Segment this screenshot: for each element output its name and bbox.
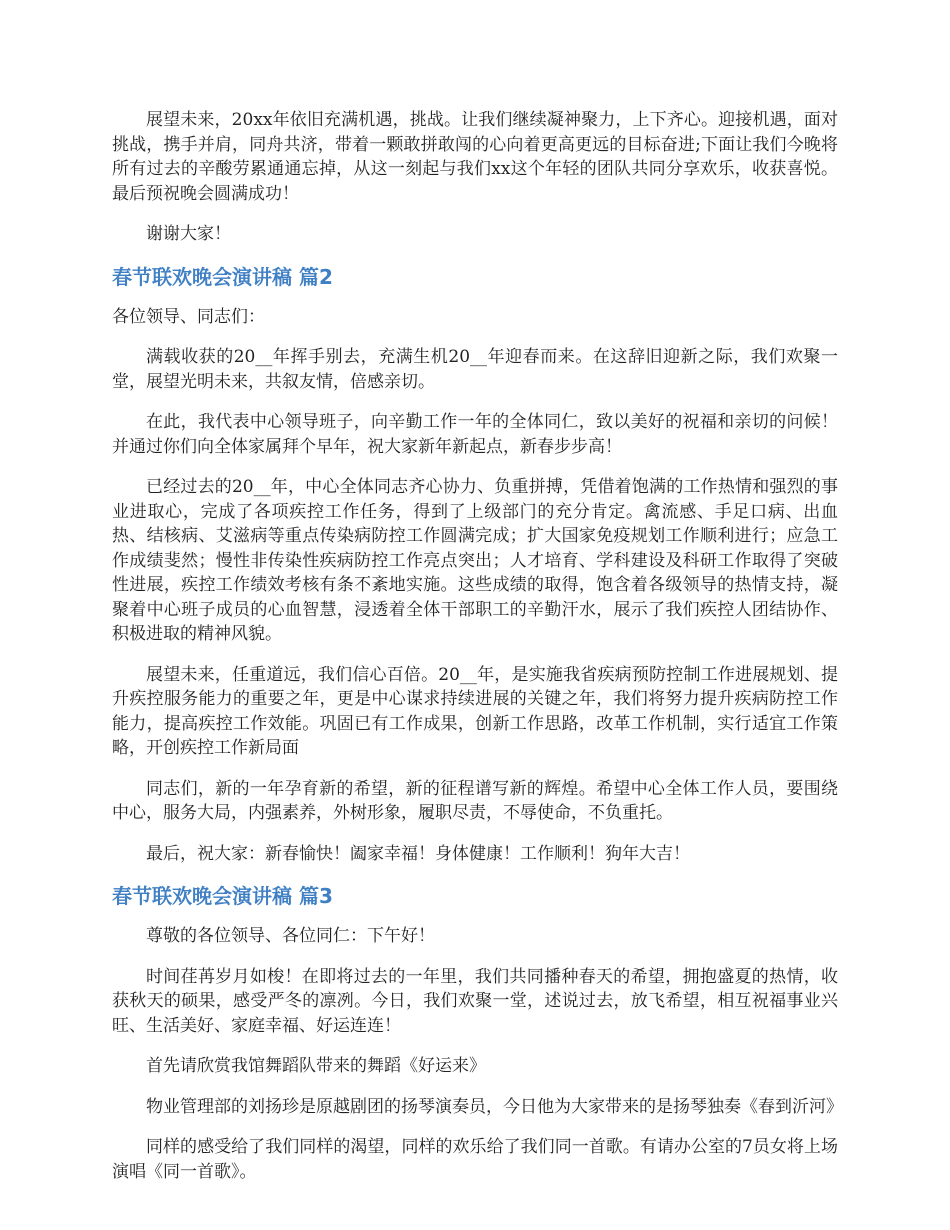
paragraph: 同样的感受给了我们同样的渴望，同样的欢乐给了我们同一首歌。有请办公室的7员女将上场演唱《同一首歌》。 — [112, 1137, 838, 1182]
paragraph: 在此，我代表中心领导班子，向辛勤工作一年的全体同仁，致以美好的祝福和亲切的问候！并通过你们向全体家属拜个早年，祝大家新年新起点，新春步步高！ — [112, 412, 838, 457]
paragraph: 展望未来，任重道远，我们信心百倍。20__年，是实施我省疾病预防控制工作进展规划、提升疾控服务能力的重要之年，更是中心谋求持续进展的关键之年，我们将努力提升疾病防控工作能力，提高疾控工作效能。巩固已有工作成果，创新工作思路，改革工作机制，实行适宜工作策略，开创疾控工作新局面 — [112, 664, 838, 758]
paragraph: 满载收获的20__年挥手别去，充满生机20__年迎春而来。在这辞旧迎新之际，我们欢聚一堂，展望光明未来，共叙友情，倍感亲切。 — [112, 347, 838, 392]
paragraph: 首先请欣赏我馆舞蹈队带来的舞蹈《好运来》 — [146, 1056, 486, 1076]
paragraph: 最后，祝大家：新春愉快！阖家幸福！身体健康！工作顺利！狗年大吉！ — [146, 843, 690, 864]
section-heading: 春节联欢晚会演讲稿 篇3 — [112, 884, 333, 908]
salutation: 尊敬的各位领导、各位同仁：下午好！ — [146, 926, 435, 946]
paragraph: 谢谢大家！ — [146, 224, 231, 244]
paragraph: 展望未来，20xx年依旧充满机遇，挑战。让我们继续凝神聚力，上下齐心。迎接机遇，面对挑战，携手并肩，同舟共济，带着一颗敢拼敢闯的心向着更高更远的目标奋进;下面让我们今晚将所有过去的辛酸劳累通通忘掉，从这一刻起与我们xx这个年轻的团队共同分享欢乐，收获喜悦。最后预祝晚会圆满成功！ — [112, 110, 838, 204]
paragraph: 已经过去的20__年，中心全体同志齐心协力、负重拼搏，凭借着饱满的工作热情和强烈的事业进取心，完成了各项疾控工作任务，得到了上级部门的充分肯定。禽流感、手足口病、出血热、结核病、艾滋病等重点传染病防控工作圆满完成；扩大国家免疫规划工作顺利进行；应急工作成绩斐然；慢性非传染性疾病防控工作亮点突出；人才培育、学科建设及科研工作取得了突破性进展，疾控工作绩效考核有条不紊地实施。这些成绩的取得，饱含着各级领导的热情支持，凝聚着中心班子成员的心血智慧，浸透着全体干部职工的辛勤汗水，展示了我们疾控人团结协作、积极进取的精神风貌。 — [112, 477, 838, 644]
paragraph: 物业管理部的刘扬珍是原越剧团的扬琴演奏员，今日他为大家带来的是扬琴独奏《春到沂河》 — [146, 1096, 843, 1117]
section-heading: 春节联欢晚会演讲稿 篇2 — [112, 264, 333, 289]
paragraph: 同志们，新的一年孕育新的希望，新的征程谱写新的辉煌。希望中心全体工作人员，要围绕中心，服务大局，内强素养，外树形象，履职尽责，不辱使命，不负重托。 — [112, 778, 838, 823]
paragraph: 时间荏苒岁月如梭！在即将过去的一年里，我们共同播种春天的希望，拥抱盛夏的热情，收获秋天的硕果，感受严冬的凛冽。今日，我们欢聚一堂，述说过去，放飞希望，相互祝福事业兴旺、生活美好、家庭幸福、好运连连！ — [112, 966, 838, 1036]
salutation: 各位领导、同志们： — [112, 306, 265, 327]
